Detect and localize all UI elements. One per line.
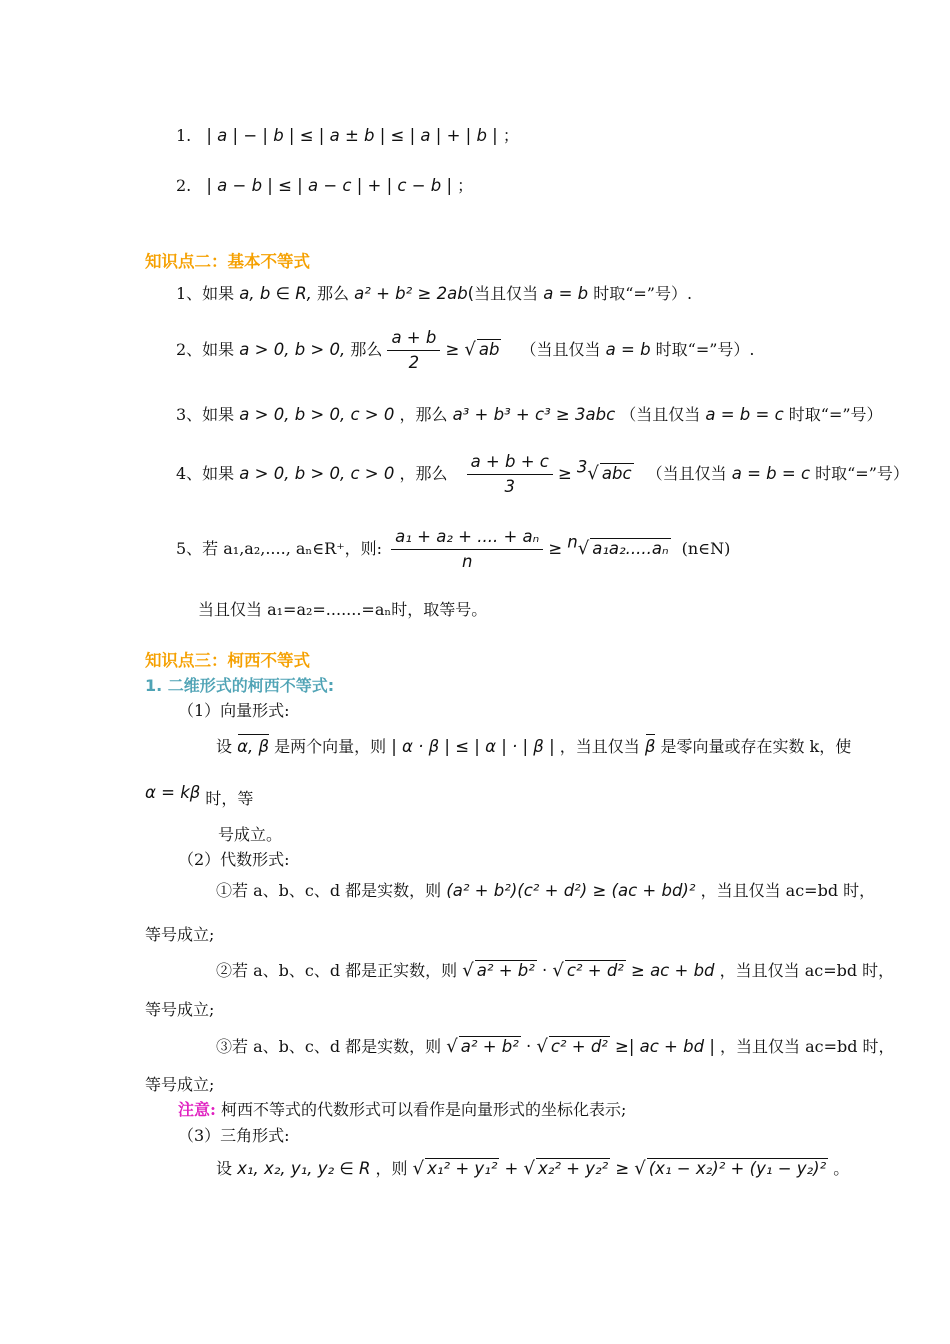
basic-ineq-item-4: [176, 452, 909, 497]
radicand: x₁² + y₁²: [427, 1159, 498, 1178]
section-3-heading: 知识点三：柯西不等式: [145, 651, 310, 670]
then-text: 那么: [350, 339, 383, 359]
radicand: c² + d²: [550, 1037, 608, 1056]
radicand: (x₁ − x₂)² + (y₁ − y₂)²: [648, 1159, 827, 1178]
vector-form-line-3: 号成立。: [218, 825, 283, 844]
numerator: a + b + c: [467, 452, 553, 475]
lead-text: 设: [216, 737, 233, 756]
algebra-item-3: ③若 a、b、c、d 都是实数，则 √ a² + b² · √ c² + d² ≥| ac + bd | ，当且仅当 ac=bd 时，: [216, 1036, 895, 1057]
radicand: a₁a₂.....aₙ: [592, 538, 669, 558]
numerator: a + b: [387, 328, 440, 351]
sqrt-icon: √: [536, 1036, 548, 1057]
root-index: n: [567, 532, 578, 552]
when-text: ，当且仅当: [559, 737, 640, 756]
tail-text: 时，等: [205, 789, 254, 808]
triangle-inequality-2: [176, 176, 473, 196]
basic-ineq-item-5: [176, 527, 730, 572]
paren: (: [467, 284, 475, 303]
note-label: 注意:: [178, 1100, 216, 1119]
punct: 。: [833, 1159, 850, 1178]
mid-text: 是两个向量，则: [274, 737, 387, 756]
ge-sign: ≥: [557, 463, 572, 483]
sqrt-icon: √: [523, 1158, 535, 1179]
formula: | a − b | ≤ | a − c | + | c − b |: [206, 176, 453, 195]
item-lead: 5、若 a₁,a₂,...., aₙ∈R⁺，则:: [176, 538, 383, 558]
trig-form-label: （3）三角形式:: [178, 1126, 290, 1145]
sqrt-icon: √: [412, 1158, 425, 1179]
ge-sign: ≥: [548, 538, 563, 558]
section-2-heading: 知识点二：基本不等式: [145, 252, 310, 271]
when-text: （当且仅当: [646, 463, 727, 483]
denominator: n: [461, 551, 473, 571]
vector-form-line-2: [145, 783, 253, 808]
then-text: 那么: [317, 284, 350, 303]
ge-sign: ≥: [615, 1159, 630, 1178]
equality-condition: a = b: [543, 284, 589, 303]
variables: x₁, x₂, y₁, y₂ ∈ R: [237, 1159, 371, 1178]
fraction: [387, 328, 440, 373]
radicand: abc: [601, 463, 632, 483]
algebra-item-1: [216, 881, 875, 901]
vector-beta: β: [644, 737, 656, 756]
numerator: a₁ + a₂ + .... + aₙ: [391, 527, 543, 550]
radicand: x₂² + y₂²: [537, 1159, 609, 1178]
item-lead: 2、如果: [176, 339, 235, 359]
condition: a, b ∈ R,: [239, 284, 312, 303]
radicand: a² + b²: [460, 1037, 519, 1056]
equality-condition: a = b = c: [731, 463, 811, 483]
condition: a > 0, b > 0, c > 0: [239, 405, 395, 424]
sqrt-icon: √: [587, 462, 599, 484]
tail-text: ，当且仅当 ac=bd 时，: [719, 961, 895, 980]
rhs: ≥ ac + bd: [631, 961, 715, 980]
formula: | a | − | b | ≤ | a ± b | ≤ | a | + | b |: [206, 126, 498, 145]
radicand: c² + d²: [566, 961, 624, 980]
rhs: ≥| ac + bd |: [615, 1037, 715, 1056]
tail-text: ，当且仅当 ac=bd 时，: [700, 881, 876, 900]
tail-text: (n∈N): [681, 538, 731, 558]
ge-sign: ≥: [445, 339, 460, 359]
tail-text: 时取“=”号）.: [655, 339, 755, 359]
item-lead: 1、如果: [176, 284, 235, 303]
lead-text: ②若 a、b、c、d 都是正实数，则: [216, 961, 458, 980]
vector-form-line: [216, 737, 851, 757]
fraction: [391, 527, 543, 572]
root-index: 3: [576, 457, 588, 477]
vector-equation: α = kβ: [145, 783, 201, 802]
algebra-item-2-cont: 等号成立;: [145, 1000, 215, 1019]
sqrt-icon: √: [577, 537, 590, 559]
when-text: （当且仅当: [620, 405, 701, 424]
vectors: α, β: [237, 737, 270, 756]
denominator: 2: [408, 352, 420, 372]
fraction: [467, 452, 553, 497]
condition: a > 0, b > 0, c > 0: [239, 463, 395, 483]
then-text: ，那么: [399, 463, 448, 483]
inequality: (a² + b²)(c² + d²) ≥ (ac + bd)²: [446, 881, 696, 900]
lead-text: 设: [216, 1159, 233, 1178]
tail-text: ，当且仅当 ac=bd 时，: [719, 1037, 895, 1056]
equality-condition: a = b = c: [705, 405, 784, 424]
tail-text: 时取“=”号）: [815, 463, 909, 483]
inequality: a³ + b³ + c³ ≥ 3abc: [452, 405, 616, 424]
sqrt-icon: √: [446, 1036, 458, 1057]
when-text: 当且仅当: [474, 284, 539, 303]
punct: ；: [502, 126, 519, 145]
then-text: ，那么: [399, 405, 448, 424]
denominator: 3: [504, 476, 515, 496]
algebra-form-label: （2）代数形式:: [178, 850, 290, 869]
sqrt-icon: √: [462, 960, 474, 981]
algebra-item-2: ②若 a、b、c、d 都是正实数，则 √ a² + b² · √ c² + d² ≥ ac + bd ，当且仅当 ac=bd 时，: [216, 960, 895, 981]
trig-form-line: 设 x₁, x₂, y₁, y₂ ∈ R ，则 √ x₁² + y₁² + √ x₂² + y₂² ≥ √ (x₁ − x₂)² + (y₁ − y₂)² 。: [216, 1158, 850, 1179]
punct: ；: [457, 176, 474, 195]
condition: a > 0, b > 0,: [239, 339, 346, 359]
item-number: 1.: [176, 126, 192, 145]
lead-text: ③若 a、b、c、d 都是实数，则: [216, 1037, 442, 1056]
item-number: 2.: [176, 176, 192, 195]
sqrt-icon: √: [634, 1158, 646, 1179]
algebra-item-3-cont: 等号成立;: [145, 1075, 215, 1094]
note-text: 柯西不等式的代数形式可以看作是向量形式的坐标化表示;: [221, 1100, 627, 1119]
when-text: （当且仅当: [520, 339, 601, 359]
note-line: [178, 1100, 626, 1119]
sqrt-icon: √: [552, 960, 564, 981]
vector-inequality: | α · β | ≤ | α | · | β |: [391, 737, 555, 756]
equality-note: 当且仅当 a₁=a₂=.......=aₙ时，取等号。: [198, 600, 488, 619]
lead-text: ①若 a、b、c、d 都是实数，则: [216, 881, 442, 900]
basic-ineq-item-1: [176, 284, 692, 304]
vector-form-label: （1）向量形式:: [178, 701, 290, 720]
item-lead: 3、如果: [176, 405, 235, 424]
item-lead: 4、如果: [176, 463, 235, 483]
tail-text: 时取“=”号）: [788, 405, 883, 424]
inequality: a² + b² ≥ 2ab: [354, 284, 468, 303]
tail-text: 是零向量或存在实数 k，使: [660, 737, 852, 756]
subsection-heading: 1. 二维形式的柯西不等式:: [145, 676, 335, 695]
algebra-item-1-cont: 等号成立;: [145, 925, 215, 944]
sqrt-icon: √: [464, 338, 476, 360]
equality-condition: a = b: [605, 339, 651, 359]
tail-text: 时取“=”号）.: [593, 284, 693, 303]
radicand: a² + b²: [476, 961, 535, 980]
basic-ineq-item-2: [176, 328, 755, 373]
then-text: ，则: [375, 1159, 408, 1178]
basic-ineq-item-3: [176, 405, 883, 425]
radicand: ab: [478, 339, 500, 359]
triangle-inequality-1: [176, 126, 519, 146]
